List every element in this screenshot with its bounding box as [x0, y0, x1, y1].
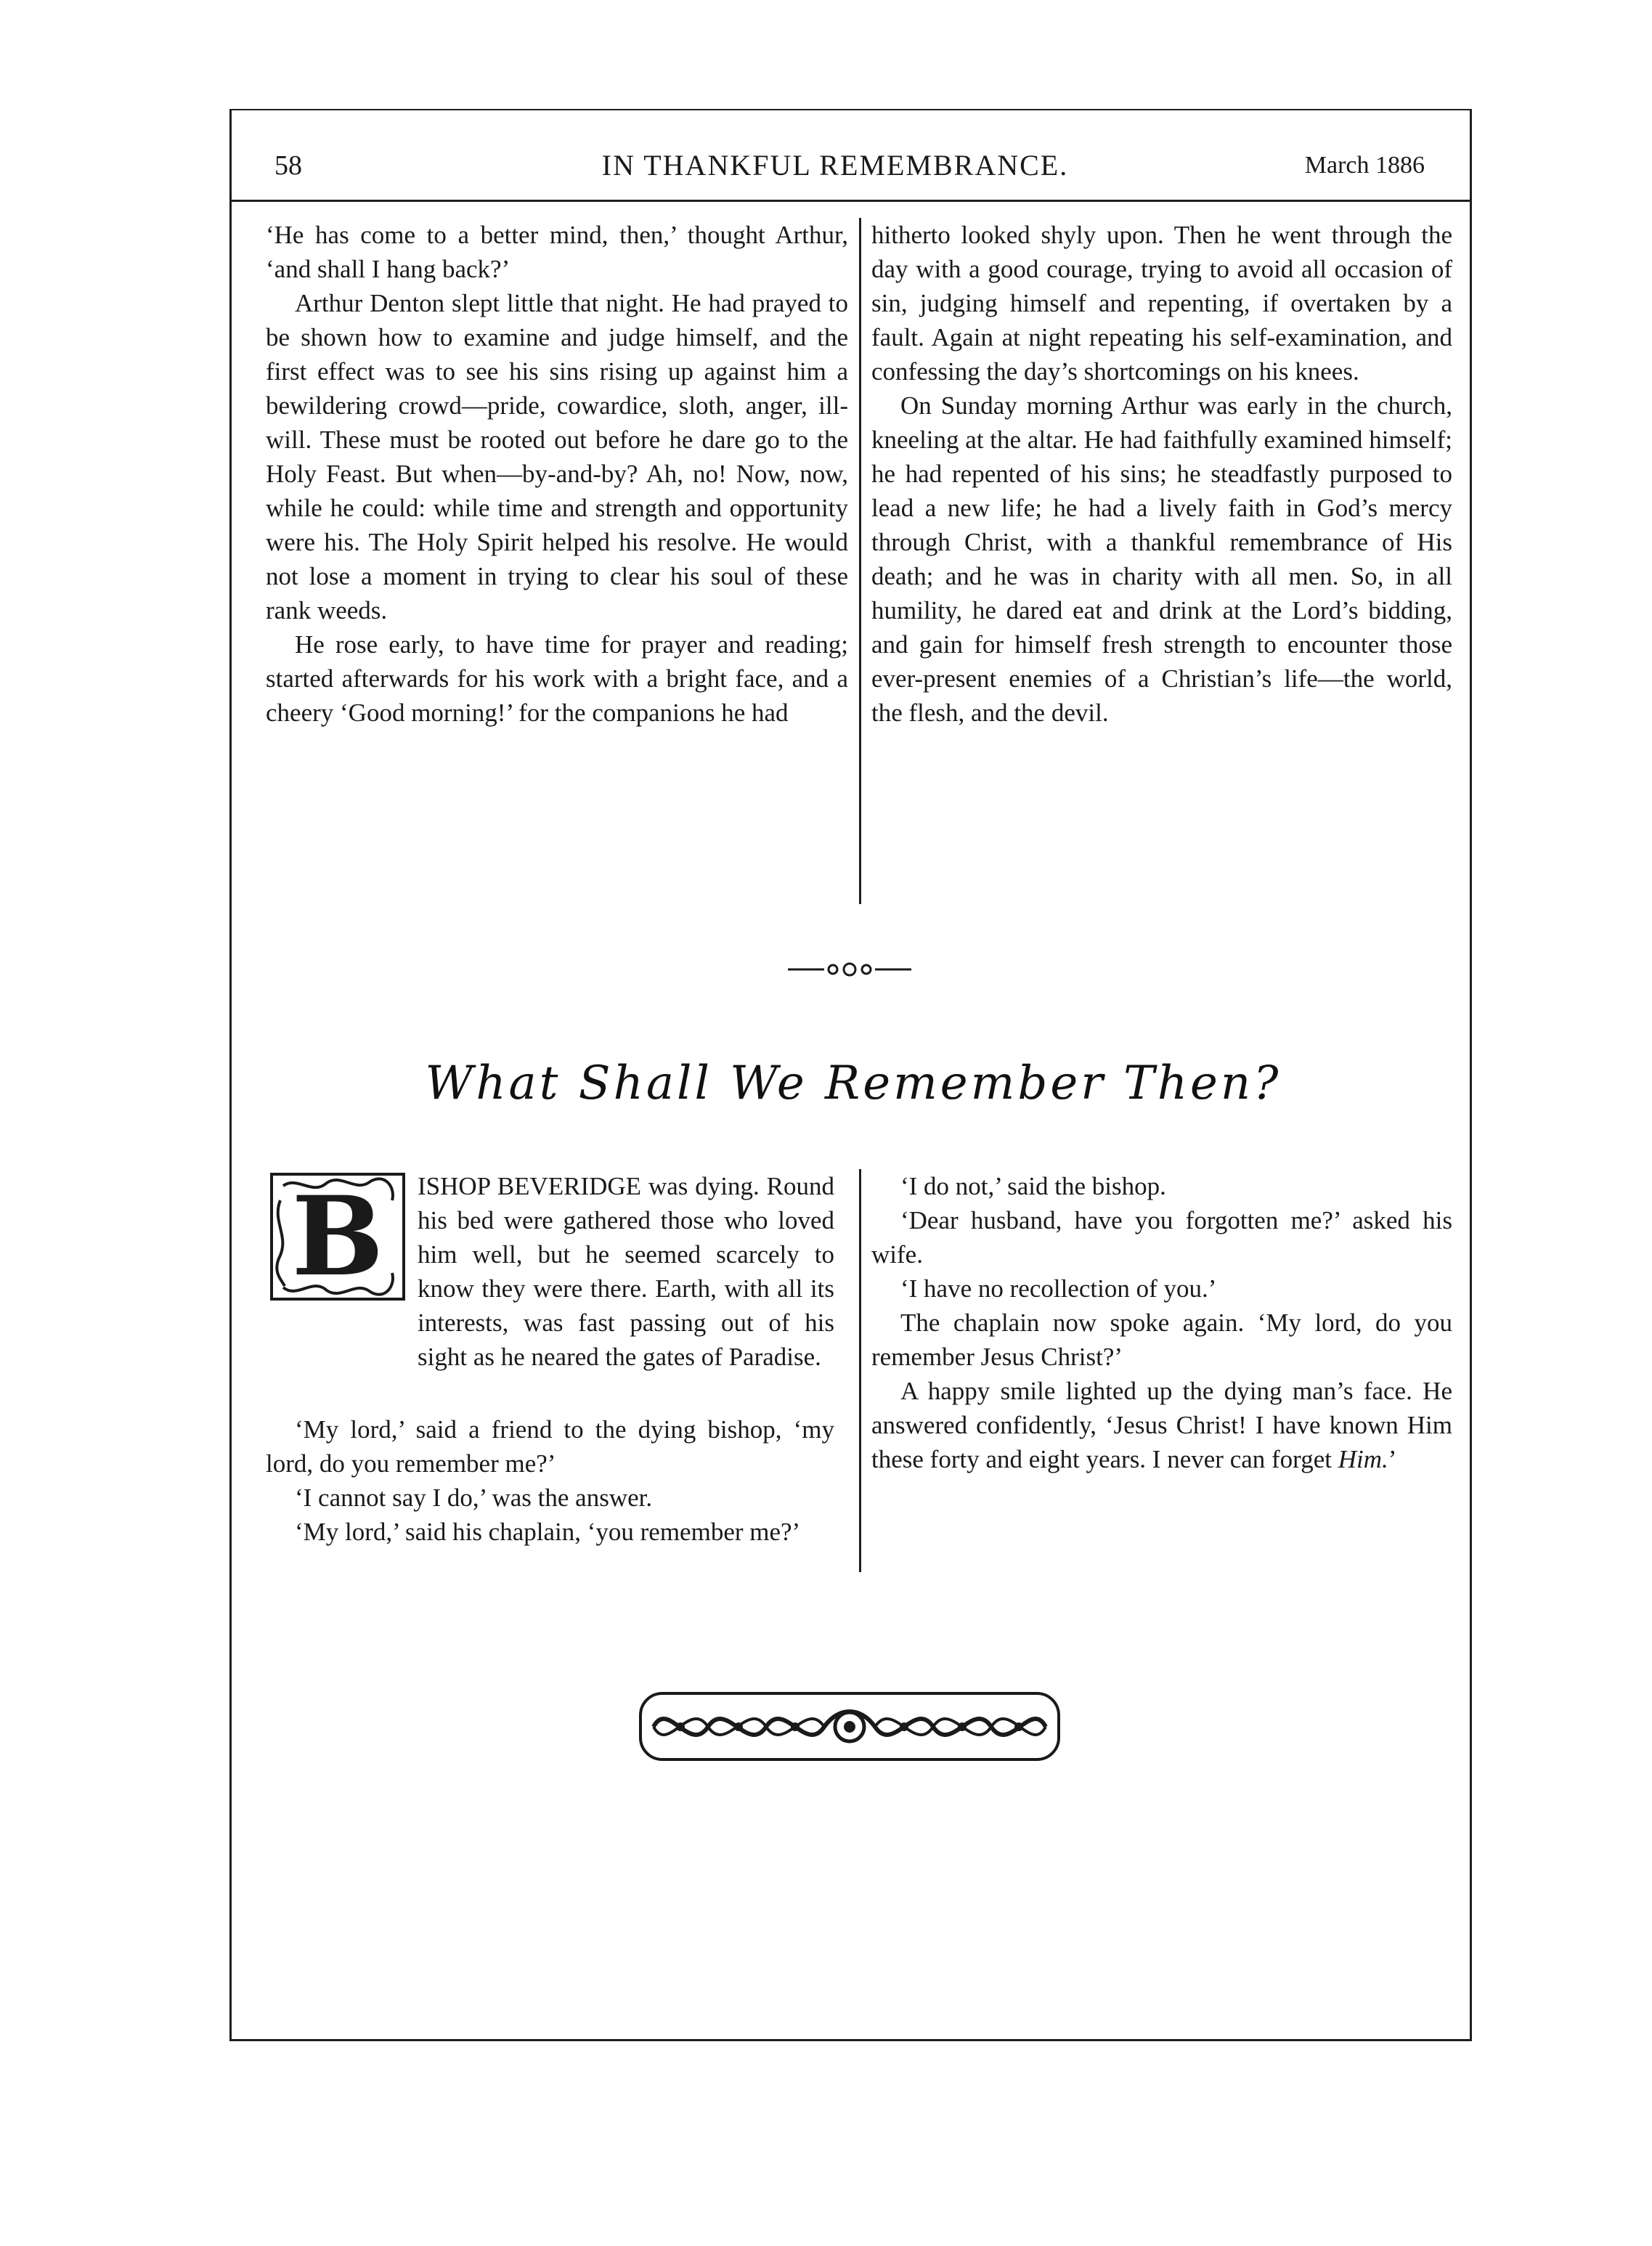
story-left-paragraph: He rose early, to have time for prayer and reading; started afterwards for his work with a bright face, and a cheery ‘Good morning!’ for the companions he had — [266, 630, 848, 727]
closing-quote: ’ — [1388, 1445, 1397, 1473]
article-left-paragraph: ‘My lord,’ said his chaplain, ‘you remember me?’ — [295, 1518, 801, 1546]
tailpiece-ornament — [639, 1692, 1060, 1761]
article-opening-text: ISHOP BEVERIDGE was dying. Round his bed were gathered those who loved him well, but he seemed scarcely to know they were there. Earth, with all its interests, was fast passing out of his sight as he neared the gates of Paradise. — [418, 1172, 834, 1371]
story-right-column — [871, 218, 1452, 730]
article-right-paragraph: ‘I do not,’ said the bishop. — [900, 1172, 1166, 1200]
running-title: IN THANKFUL REMEMBRANCE. — [601, 149, 1069, 182]
story-right-paragraph: hitherto looked shyly upon. Then he went through the day with a good courage, trying to avoid all occasion of sin, judging himself and repenting, if overtaken by a fault. Again at night repeating his self-examination, and confessing the day’s shortcomings on his knees. — [871, 221, 1452, 386]
article-left-paragraph: ‘I cannot say I do,’ was the answer. — [295, 1484, 653, 1512]
dropcap-letter — [269, 1171, 407, 1302]
story-left-column — [266, 218, 848, 730]
frame-bottom-rule — [229, 2039, 1472, 2041]
frame-top-rule — [229, 109, 1472, 110]
article-heading: What Shall We Remember Then? — [425, 1057, 1282, 1110]
frame-left-rule — [229, 109, 232, 2040]
closing-text: A happy smile lighted up the dying man’s face. He answered confidently, ‘Jesus Christ! I have known Him these forty and eight years. I never can forget — [871, 1377, 1452, 1473]
article-right-paragraph: ‘Dear husband, have you forgotten me?’ asked his wife. — [871, 1206, 1452, 1269]
article-right-paragraph: The chaplain now spoke again. ‘My lord, do you remember Jesus Christ?’ — [871, 1309, 1452, 1371]
header-rule — [229, 200, 1472, 202]
story-right-paragraph: On Sunday morning Arthur was early in the church, kneeling at the altar. He had faithfully examined himself; he had repented of his sins; he steadfastly purposed to lead a new life; he had a lively faith in God’s mercy through Christ, with a thankful remembrance of His death; and he was in charity with all men. So, in all humility, he dared eat and drink at the Lord’s bidding, and gain for himself fresh strength to encounter those ever-present enemies of a Christian’s life—the world, the flesh, and the devil. — [871, 391, 1452, 727]
story-left-paragraph: ‘He has come to a better mind, then,’ thought Arthur, ‘and shall I hang back?’ — [266, 221, 848, 283]
article-right-paragraph: ‘I have no recollection of you.’ — [900, 1274, 1217, 1303]
column-separator — [859, 1169, 861, 1572]
frame-right-rule — [1470, 109, 1472, 2040]
dropcap-glyph: B — [291, 1173, 384, 1301]
column-separator — [859, 218, 861, 904]
ornament-divider — [788, 959, 911, 980]
article-left-column — [266, 1412, 834, 1549]
page-number: 58 — [274, 150, 302, 181]
issue-date: March 1886 — [1304, 152, 1425, 179]
article-first-paragraph — [418, 1169, 834, 1374]
closing-italic: Him. — [1338, 1445, 1388, 1473]
article-closing-paragraph — [871, 1374, 1452, 1476]
article-left-paragraph: ‘My lord,’ said a friend to the dying bishop, ‘my lord, do you remember me?’ — [266, 1415, 834, 1478]
story-left-paragraph: Arthur Denton slept little that night. He had prayed to be shown how to examine and judge himself, and the first effect was to see his sins rising up against him a bewildering crowd—pride, cowardice, sloth, anger, ill-will. These must be rooted out before he dare go to the Holy Feast. But when—by-and-by? Ah, no! Now, now, while he could: while time and strength and opportunity were his. The Holy Spirit helped his resolve. He would not lose a moment in trying to clear his soul of these rank weeds. — [266, 289, 848, 624]
article-right-column — [871, 1169, 1452, 1476]
